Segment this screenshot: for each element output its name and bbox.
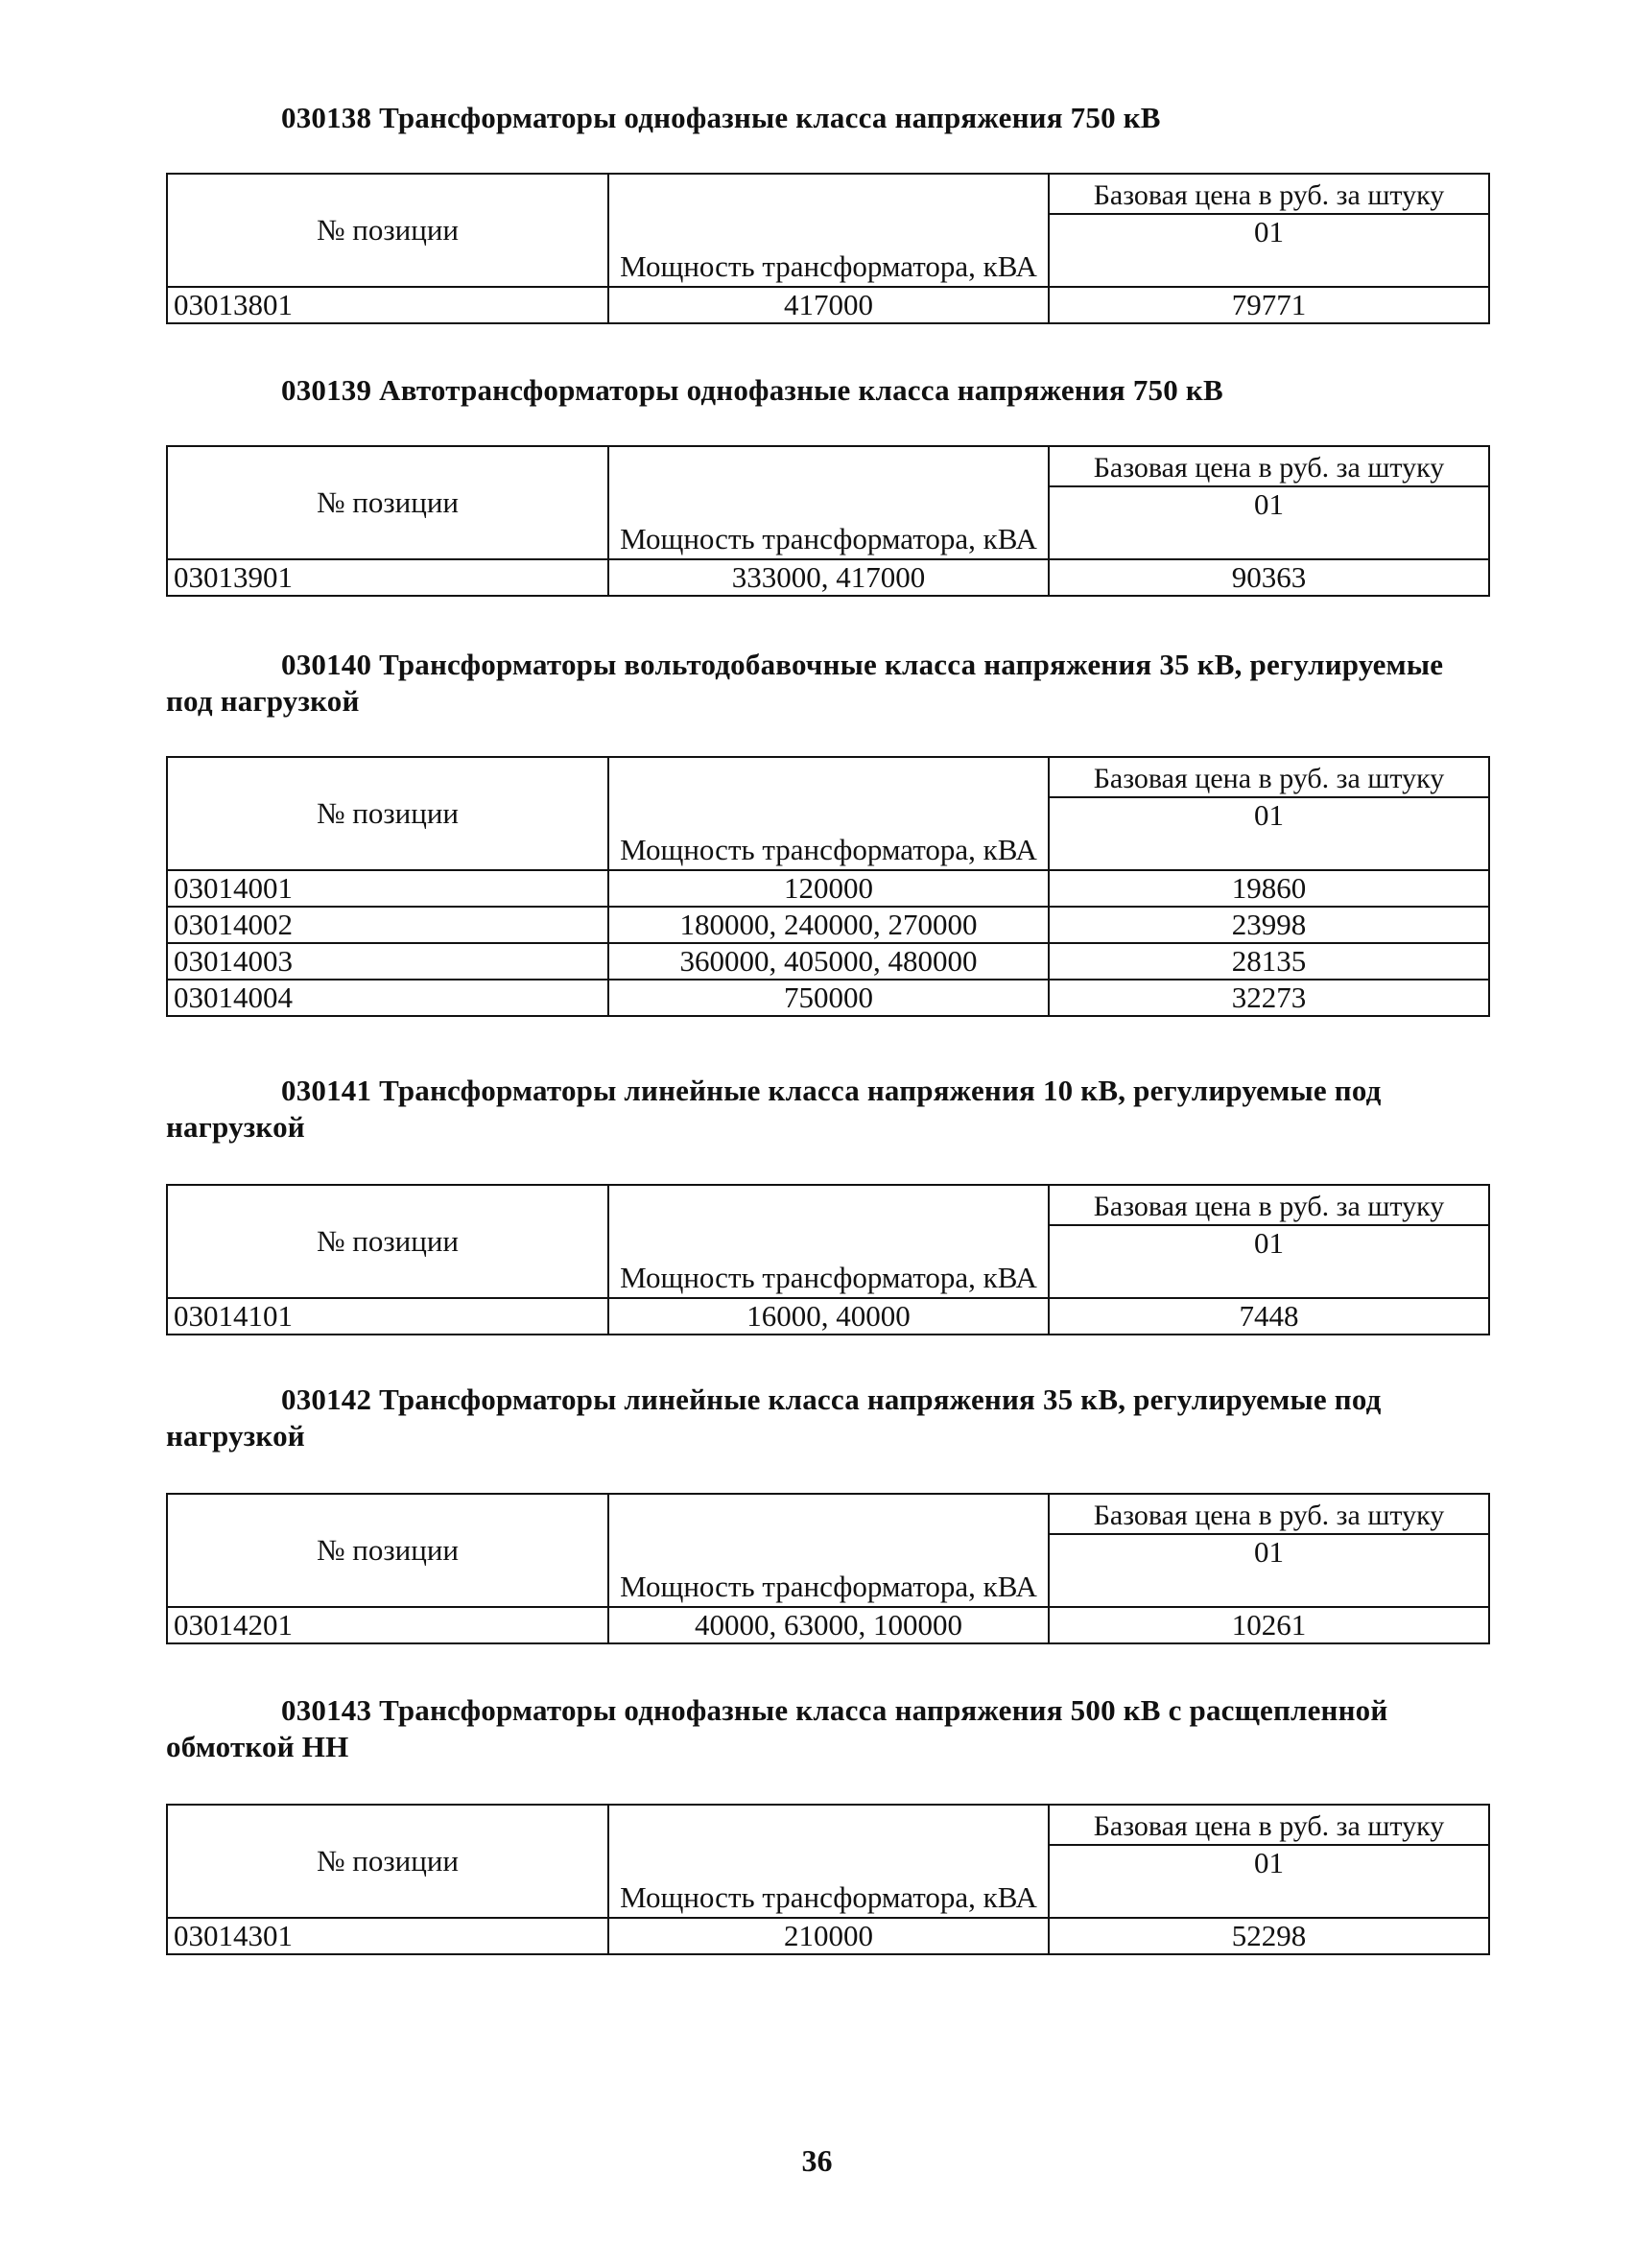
price-cell: 28135 bbox=[1049, 943, 1489, 980]
price-cell: 23998 bbox=[1049, 907, 1489, 943]
position-header: № позиции bbox=[167, 757, 608, 870]
page-number: 36 bbox=[801, 2143, 833, 2178]
power-cell: 210000 bbox=[608, 1918, 1049, 1954]
position-header: № позиции bbox=[167, 1185, 608, 1298]
section-title: 030143 Трансформаторы однофазные класса напряжения 500 кВ с расщепленной обмоткой НН bbox=[166, 1693, 1388, 1763]
price-cell: 10261 bbox=[1049, 1607, 1489, 1643]
position-cell: 03014001 bbox=[167, 870, 608, 907]
price-table bbox=[166, 1493, 1490, 1644]
price-cell: 19860 bbox=[1049, 870, 1489, 907]
section-title: 030138 Трансформаторы однофазные класса напряжения 750 кВ bbox=[281, 101, 1161, 134]
position-cell: 03013801 bbox=[167, 287, 608, 323]
table-row bbox=[167, 559, 1489, 596]
price-header: Базовая цена в руб. за штуку bbox=[1049, 1185, 1489, 1225]
price-cell: 79771 bbox=[1049, 287, 1489, 323]
power-cell: 417000 bbox=[608, 287, 1049, 323]
price-code-header: 01 bbox=[1049, 1225, 1489, 1298]
price-cell: 90363 bbox=[1049, 559, 1489, 596]
position-cell: 03014101 bbox=[167, 1298, 608, 1335]
price-cell: 52298 bbox=[1049, 1918, 1489, 1954]
power-header: Мощность трансформатора, кВА bbox=[608, 1805, 1049, 1918]
power-header: Мощность трансформатора, кВА bbox=[608, 446, 1049, 559]
price-table bbox=[166, 173, 1490, 324]
position-header: № позиции bbox=[167, 1805, 608, 1918]
position-cell: 03014002 bbox=[167, 907, 608, 943]
position-header: № позиции bbox=[167, 1494, 608, 1607]
price-table bbox=[166, 1184, 1490, 1335]
section-title: 030141 Трансформаторы линейные класса напряжения 10 кВ, регулируемые под нагрузкой bbox=[166, 1074, 1382, 1144]
section-title: 030139 Автотрансформаторы однофазные класса напряжения 750 кВ bbox=[281, 373, 1223, 407]
price-code-header: 01 bbox=[1049, 1845, 1489, 1918]
position-cell: 03014003 bbox=[167, 943, 608, 980]
section-title: 030142 Трансформаторы линейные класса напряжения 35 кВ, регулируемые под нагрузкой bbox=[166, 1382, 1382, 1453]
table-row bbox=[167, 943, 1489, 980]
position-cell: 03014301 bbox=[167, 1918, 608, 1954]
price-cell: 32273 bbox=[1049, 980, 1489, 1016]
price-code-header: 01 bbox=[1049, 486, 1489, 559]
price-code-header: 01 bbox=[1049, 1534, 1489, 1607]
table-row bbox=[167, 870, 1489, 907]
price-table bbox=[166, 1804, 1490, 1955]
price-code-header: 01 bbox=[1049, 797, 1489, 870]
power-cell: 750000 bbox=[608, 980, 1049, 1016]
power-header: Мощность трансформатора, кВА bbox=[608, 174, 1049, 287]
power-header: Мощность трансформатора, кВА bbox=[608, 757, 1049, 870]
position-cell: 03013901 bbox=[167, 559, 608, 596]
position-cell: 03014004 bbox=[167, 980, 608, 1016]
power-cell: 333000, 417000 bbox=[608, 559, 1049, 596]
price-header: Базовая цена в руб. за штуку bbox=[1049, 1805, 1489, 1845]
power-header: Мощность трансформатора, кВА bbox=[608, 1185, 1049, 1298]
table-row bbox=[167, 980, 1489, 1016]
power-cell: 180000, 240000, 270000 bbox=[608, 907, 1049, 943]
price-table bbox=[166, 756, 1490, 1017]
power-cell: 16000, 40000 bbox=[608, 1298, 1049, 1335]
price-code-header: 01 bbox=[1049, 214, 1489, 287]
table-row bbox=[167, 1607, 1489, 1643]
table-row bbox=[167, 287, 1489, 323]
power-header: Мощность трансформатора, кВА bbox=[608, 1494, 1049, 1607]
price-table bbox=[166, 445, 1490, 597]
table-row bbox=[167, 1918, 1489, 1954]
position-cell: 03014201 bbox=[167, 1607, 608, 1643]
power-cell: 40000, 63000, 100000 bbox=[608, 1607, 1049, 1643]
power-cell: 360000, 405000, 480000 bbox=[608, 943, 1049, 980]
table-row bbox=[167, 1298, 1489, 1335]
price-header: Базовая цена в руб. за штуку bbox=[1049, 174, 1489, 214]
position-header: № позиции bbox=[167, 446, 608, 559]
price-header: Базовая цена в руб. за штуку bbox=[1049, 1494, 1489, 1534]
price-header: Базовая цена в руб. за штуку bbox=[1049, 446, 1489, 486]
position-header: № позиции bbox=[167, 174, 608, 287]
power-cell: 120000 bbox=[608, 870, 1049, 907]
price-cell: 7448 bbox=[1049, 1298, 1489, 1335]
section-title: 030140 Трансформаторы вольтодобавочные класса напряжения 35 кВ, регулируемые под нагрузкой bbox=[166, 648, 1444, 718]
price-header: Базовая цена в руб. за штуку bbox=[1049, 757, 1489, 797]
table-row bbox=[167, 907, 1489, 943]
